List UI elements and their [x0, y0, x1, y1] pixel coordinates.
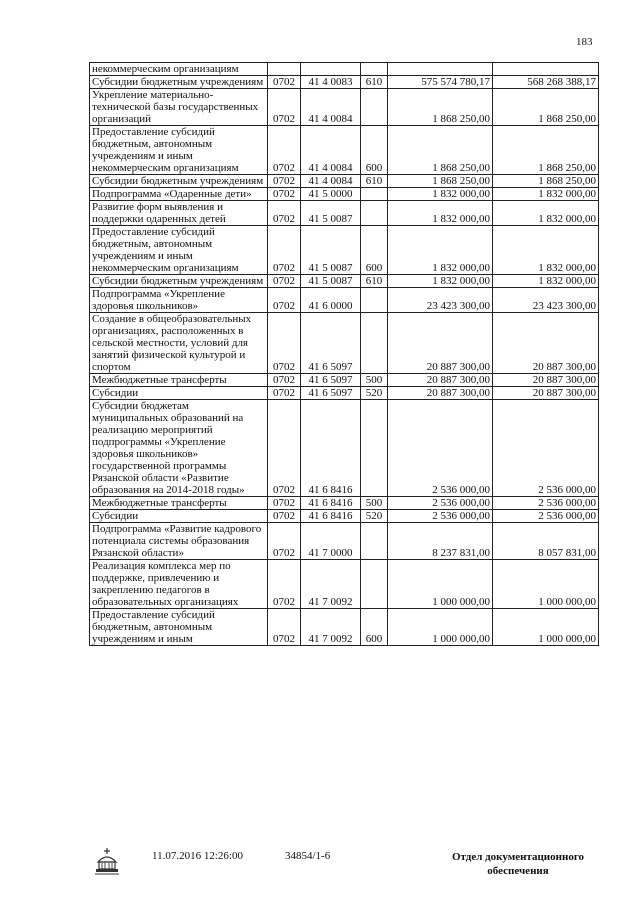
table-row: [90, 609, 599, 646]
row-expense-type: 520: [361, 387, 388, 400]
table-row: [90, 76, 599, 89]
row-expense-type: [361, 400, 388, 497]
row-expense-type: 600: [361, 126, 388, 175]
row-section-code: 0702: [268, 387, 301, 400]
emblem-icon: [94, 846, 120, 876]
row-name: Предоставление субсидий бюджетным, автономным учреждениям и иным некоммерческим организациям: [90, 126, 268, 175]
row-amount-year1: 2 536 000,00: [388, 497, 493, 510]
row-amount-year1: 23 423 300,00: [388, 288, 493, 313]
table-row: [90, 313, 599, 374]
row-article-code: 41 4 0083: [301, 76, 361, 89]
table-row: [90, 63, 599, 76]
row-amount-year1: 1 868 250,00: [388, 89, 493, 126]
row-amount-year1: 1 832 000,00: [388, 226, 493, 275]
row-article-code: 41 5 0087: [301, 226, 361, 275]
row-expense-type: [361, 63, 388, 76]
row-section-code: 0702: [268, 510, 301, 523]
row-article-code: 41 7 0000: [301, 523, 361, 560]
row-expense-type: [361, 188, 388, 201]
row-name: Субсидии бюджетным учреждениям: [90, 175, 268, 188]
table-row: [90, 400, 599, 497]
table-row: [90, 374, 599, 387]
row-name: Реализация комплекса мер по поддержке, привлечению и закреплению педагогов в образовательных организациях: [90, 560, 268, 609]
footer-department: Отдел документационного обеспечения: [451, 851, 585, 877]
row-amount-year1: 2 536 000,00: [388, 400, 493, 497]
row-amount-year1: 20 887 300,00: [388, 313, 493, 374]
row-article-code: 41 6 5097: [301, 374, 361, 387]
table-row: [90, 201, 599, 226]
table-row: [90, 89, 599, 126]
row-section-code: 0702: [268, 201, 301, 226]
row-amount-year2: 1 868 250,00: [493, 175, 599, 188]
budget-table: [89, 62, 599, 646]
row-article-code: 41 4 0084: [301, 126, 361, 175]
row-article-code: 41 4 0084: [301, 175, 361, 188]
row-amount-year1: [388, 63, 493, 76]
row-amount-year2: 1 000 000,00: [493, 560, 599, 609]
row-article-code: 41 7 0092: [301, 560, 361, 609]
row-name: Субсидии: [90, 387, 268, 400]
row-section-code: [268, 63, 301, 76]
row-amount-year1: 1 832 000,00: [388, 188, 493, 201]
row-expense-type: 610: [361, 275, 388, 288]
row-amount-year2: 20 887 300,00: [493, 387, 599, 400]
row-expense-type: [361, 560, 388, 609]
row-amount-year1: 1 868 250,00: [388, 175, 493, 188]
row-amount-year2: 568 268 388,17: [493, 76, 599, 89]
row-article-code: 41 6 5097: [301, 313, 361, 374]
row-section-code: 0702: [268, 188, 301, 201]
row-amount-year1: 1 832 000,00: [388, 275, 493, 288]
row-name: Субсидии бюджетам муниципальных образований на реализацию мероприятий подпрограммы «Укрепление здоровья школьников» государственной программы Рязанской области «Развитие образования на 2014-2018 годы»: [90, 400, 268, 497]
row-section-code: 0702: [268, 226, 301, 275]
table-row: [90, 126, 599, 175]
table-row: [90, 226, 599, 275]
row-name: Укрепление материально-технической базы государственных организаций: [90, 89, 268, 126]
row-amount-year2: 1 868 250,00: [493, 126, 599, 175]
row-name: Субсидии: [90, 510, 268, 523]
row-section-code: 0702: [268, 288, 301, 313]
row-section-code: 0702: [268, 523, 301, 560]
row-section-code: 0702: [268, 275, 301, 288]
row-amount-year2: 1 832 000,00: [493, 201, 599, 226]
row-name: Создание в общеобразовательных организациях, расположенных в сельской местности, условий для занятий физической культурой и спортом: [90, 313, 268, 374]
table-row: [90, 523, 599, 560]
row-section-code: 0702: [268, 76, 301, 89]
row-section-code: 0702: [268, 175, 301, 188]
table-row: [90, 510, 599, 523]
row-name: Подпрограмма «Укрепление здоровья школьников»: [90, 288, 268, 313]
row-name: Подпрограмма «Одаренные дети»: [90, 188, 268, 201]
row-amount-year2: 2 536 000,00: [493, 400, 599, 497]
row-article-code: [301, 63, 361, 76]
row-expense-type: 520: [361, 510, 388, 523]
table-row: [90, 175, 599, 188]
row-expense-type: 600: [361, 226, 388, 275]
row-amount-year1: 1 832 000,00: [388, 201, 493, 226]
row-expense-type: 610: [361, 76, 388, 89]
budget-table-body: [90, 63, 599, 646]
page-number: 183: [576, 36, 593, 48]
table-row: [90, 560, 599, 609]
row-amount-year1: 1 868 250,00: [388, 126, 493, 175]
row-amount-year2: 2 536 000,00: [493, 497, 599, 510]
table-row: [90, 275, 599, 288]
row-section-code: 0702: [268, 126, 301, 175]
row-name: Предоставление субсидий бюджетным, автономным учреждениям и иным: [90, 609, 268, 646]
row-section-code: 0702: [268, 560, 301, 609]
row-section-code: 0702: [268, 374, 301, 387]
row-name: некоммерческим организациям: [90, 63, 268, 76]
row-amount-year1: 575 574 780,17: [388, 76, 493, 89]
row-section-code: 0702: [268, 497, 301, 510]
row-article-code: 41 5 0087: [301, 201, 361, 226]
row-name: Развитие форм выявления и поддержки одаренных детей: [90, 201, 268, 226]
row-name: Субсидии бюджетным учреждениям: [90, 275, 268, 288]
row-amount-year2: 20 887 300,00: [493, 313, 599, 374]
row-article-code: 41 6 8416: [301, 497, 361, 510]
table-row: [90, 497, 599, 510]
row-amount-year2: 1 832 000,00: [493, 275, 599, 288]
row-amount-year2: 1 000 000,00: [493, 609, 599, 646]
row-amount-year2: 1 832 000,00: [493, 226, 599, 275]
row-expense-type: [361, 288, 388, 313]
row-article-code: 41 6 8416: [301, 400, 361, 497]
row-name: Межбюджетные трансферты: [90, 497, 268, 510]
table-row: [90, 387, 599, 400]
row-expense-type: [361, 523, 388, 560]
row-amount-year1: 1 000 000,00: [388, 609, 493, 646]
row-expense-type: [361, 313, 388, 374]
footer-datetime: 11.07.2016 12:26:00: [152, 850, 243, 862]
row-article-code: 41 6 8416: [301, 510, 361, 523]
row-amount-year1: 20 887 300,00: [388, 387, 493, 400]
footer-doc-code: 34854/1-6: [285, 850, 331, 862]
row-amount-year1: 1 000 000,00: [388, 560, 493, 609]
table-row: [90, 188, 599, 201]
row-expense-type: 610: [361, 175, 388, 188]
row-section-code: 0702: [268, 400, 301, 497]
row-amount-year2: 20 887 300,00: [493, 374, 599, 387]
row-name: Межбюджетные трансферты: [90, 374, 268, 387]
row-section-code: 0702: [268, 89, 301, 126]
row-amount-year1: 2 536 000,00: [388, 510, 493, 523]
row-article-code: 41 5 0000: [301, 188, 361, 201]
row-expense-type: [361, 201, 388, 226]
row-article-code: 41 6 0000: [301, 288, 361, 313]
row-amount-year1: 8 237 831,00: [388, 523, 493, 560]
row-name: Предоставление субсидий бюджетным, автономным учреждениям и иным некоммерческим организациям: [90, 226, 268, 275]
row-article-code: 41 5 0087: [301, 275, 361, 288]
row-expense-type: [361, 89, 388, 126]
row-name: Субсидии бюджетным учреждениям: [90, 76, 268, 89]
row-amount-year2: 1 832 000,00: [493, 188, 599, 201]
row-expense-type: 500: [361, 497, 388, 510]
row-section-code: 0702: [268, 313, 301, 374]
row-amount-year2: [493, 63, 599, 76]
row-amount-year2: 1 868 250,00: [493, 89, 599, 126]
row-amount-year2: 8 057 831,00: [493, 523, 599, 560]
row-article-code: 41 7 0092: [301, 609, 361, 646]
row-amount-year1: 20 887 300,00: [388, 374, 493, 387]
row-article-code: 41 4 0084: [301, 89, 361, 126]
row-name: Подпрограмма «Развитие кадрового потенциала системы образования Рязанской области»: [90, 523, 268, 560]
row-expense-type: 500: [361, 374, 388, 387]
row-article-code: 41 6 5097: [301, 387, 361, 400]
row-amount-year2: 23 423 300,00: [493, 288, 599, 313]
table-row: [90, 288, 599, 313]
row-expense-type: 600: [361, 609, 388, 646]
row-section-code: 0702: [268, 609, 301, 646]
row-amount-year2: 2 536 000,00: [493, 510, 599, 523]
